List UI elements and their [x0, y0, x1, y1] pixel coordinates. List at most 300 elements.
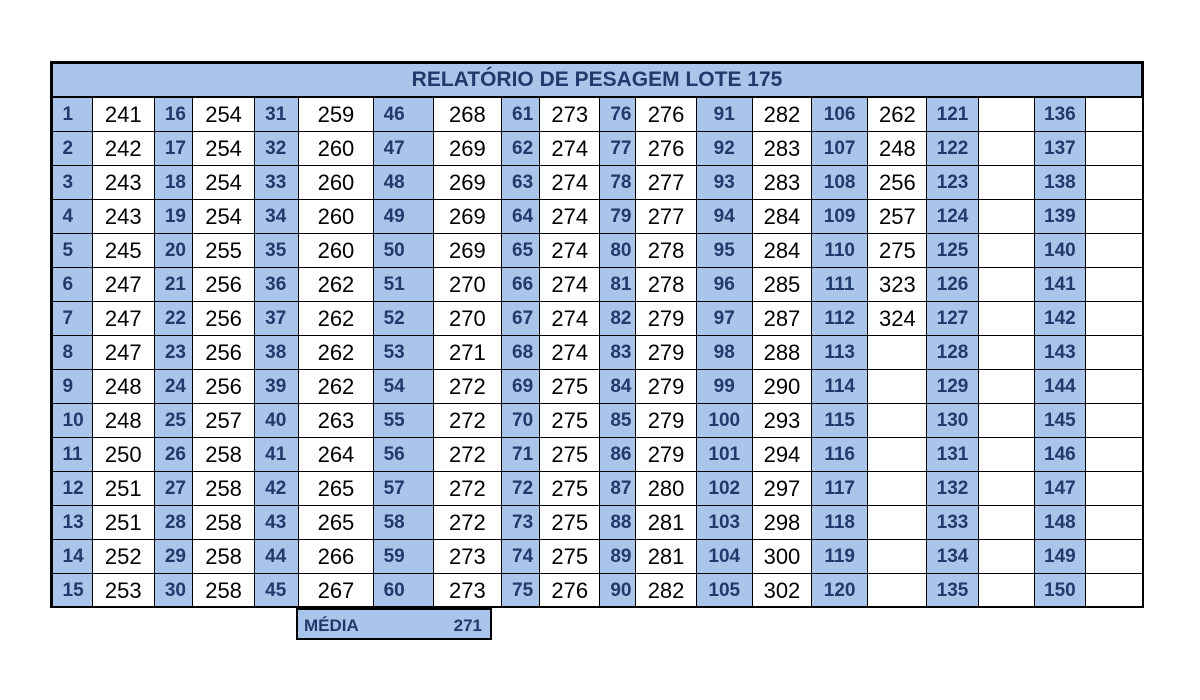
weight-cell: 265: [299, 506, 373, 540]
weight-cell: 254: [192, 166, 254, 200]
animal-number-cell: 58: [373, 506, 433, 540]
animal-number-cell: 28: [154, 506, 192, 540]
animal-number-cell: 111: [812, 268, 868, 302]
weighing-table: [51, 62, 1143, 608]
animal-number-cell: 14: [52, 540, 92, 574]
weight-cell: 279: [636, 302, 696, 336]
animal-number-cell: 93: [696, 166, 752, 200]
animal-number-cell: 34: [255, 200, 299, 234]
weight-cell: 274: [540, 336, 600, 370]
weight-cell: 276: [540, 574, 600, 608]
weight-cell: 243: [92, 166, 154, 200]
animal-number-cell: 146: [1034, 438, 1085, 472]
animal-number-cell: 48: [373, 166, 433, 200]
weight-cell: 269: [433, 132, 501, 166]
animal-number-cell: 106: [812, 97, 868, 132]
animal-number-cell: 44: [255, 540, 299, 574]
weight-cell: 262: [868, 97, 927, 132]
weight-cell: 275: [540, 540, 600, 574]
weight-cell: [978, 302, 1034, 336]
animal-number-cell: 98: [696, 336, 752, 370]
weight-cell: 252: [92, 540, 154, 574]
animal-number-cell: 32: [255, 132, 299, 166]
animal-number-cell: 21: [154, 268, 192, 302]
weight-cell: 281: [636, 540, 696, 574]
average-value: 271: [453, 616, 482, 635]
weight-cell: 300: [752, 540, 811, 574]
weight-cell: [978, 336, 1034, 370]
weight-cell: [1085, 540, 1142, 574]
weight-cell: 256: [868, 166, 927, 200]
weight-cell: 275: [540, 404, 600, 438]
weight-cell: 262: [299, 268, 373, 302]
weight-cell: [1085, 574, 1142, 608]
weight-cell: 258: [192, 472, 254, 506]
animal-number-cell: 133: [927, 506, 978, 540]
weight-cell: 256: [192, 370, 254, 404]
weight-cell: 269: [433, 200, 501, 234]
weight-cell: [868, 472, 927, 506]
weight-cell: 262: [299, 370, 373, 404]
animal-number-cell: 97: [696, 302, 752, 336]
animal-number-cell: 101: [696, 438, 752, 472]
animal-number-cell: 52: [373, 302, 433, 336]
table-row: [52, 200, 1142, 234]
weight-cell: 275: [540, 438, 600, 472]
table-row: [52, 370, 1142, 404]
weight-cell: [1085, 234, 1142, 268]
weight-cell: 265: [299, 472, 373, 506]
weight-cell: 285: [752, 268, 811, 302]
weight-cell: 258: [192, 574, 254, 608]
weight-cell: 272: [433, 404, 501, 438]
weight-cell: [868, 540, 927, 574]
weight-cell: 294: [752, 438, 811, 472]
weight-cell: [978, 506, 1034, 540]
animal-number-cell: 112: [812, 302, 868, 336]
weight-cell: 254: [192, 132, 254, 166]
animal-number-cell: 7: [52, 302, 92, 336]
animal-number-cell: 20: [154, 234, 192, 268]
weight-cell: 268: [433, 97, 501, 132]
animal-number-cell: 76: [600, 97, 636, 132]
animal-number-cell: 68: [502, 336, 540, 370]
weight-cell: 279: [636, 336, 696, 370]
animal-number-cell: 99: [696, 370, 752, 404]
weight-cell: 284: [752, 200, 811, 234]
table-row: [52, 336, 1142, 370]
weight-cell: 288: [752, 336, 811, 370]
weight-cell: 284: [752, 234, 811, 268]
average-box: [296, 608, 492, 640]
animal-number-cell: 45: [255, 574, 299, 608]
weight-cell: 250: [92, 438, 154, 472]
weight-cell: 267: [299, 574, 373, 608]
animal-number-cell: 122: [927, 132, 978, 166]
weight-cell: 251: [92, 506, 154, 540]
animal-number-cell: 138: [1034, 166, 1085, 200]
weight-cell: 297: [752, 472, 811, 506]
weight-cell: 274: [540, 234, 600, 268]
weight-cell: 260: [299, 234, 373, 268]
animal-number-cell: 80: [600, 234, 636, 268]
animal-number-cell: 95: [696, 234, 752, 268]
weight-cell: [978, 200, 1034, 234]
animal-number-cell: 147: [1034, 472, 1085, 506]
table-row: [52, 438, 1142, 472]
weight-cell: 247: [92, 336, 154, 370]
animal-number-cell: 114: [812, 370, 868, 404]
weight-cell: [978, 540, 1034, 574]
animal-number-cell: 65: [502, 234, 540, 268]
weight-cell: [978, 438, 1034, 472]
animal-number-cell: 115: [812, 404, 868, 438]
weight-cell: [978, 132, 1034, 166]
animal-number-cell: 49: [373, 200, 433, 234]
weight-cell: [978, 472, 1034, 506]
animal-number-cell: 29: [154, 540, 192, 574]
weight-cell: 258: [192, 540, 254, 574]
weight-cell: [978, 574, 1034, 608]
weight-cell: 247: [92, 302, 154, 336]
weight-cell: 270: [433, 302, 501, 336]
weight-cell: 274: [540, 200, 600, 234]
weight-cell: 243: [92, 200, 154, 234]
animal-number-cell: 79: [600, 200, 636, 234]
weight-cell: 323: [868, 268, 927, 302]
animal-number-cell: 69: [502, 370, 540, 404]
animal-number-cell: 81: [600, 268, 636, 302]
weight-cell: 258: [192, 506, 254, 540]
animal-number-cell: 5: [52, 234, 92, 268]
animal-number-cell: 132: [927, 472, 978, 506]
animal-number-cell: 64: [502, 200, 540, 234]
animal-number-cell: 38: [255, 336, 299, 370]
animal-number-cell: 149: [1034, 540, 1085, 574]
weight-cell: [1085, 166, 1142, 200]
animal-number-cell: 109: [812, 200, 868, 234]
animal-number-cell: 56: [373, 438, 433, 472]
animal-number-cell: 72: [502, 472, 540, 506]
animal-number-cell: 33: [255, 166, 299, 200]
weight-cell: 273: [433, 574, 501, 608]
weight-cell: 324: [868, 302, 927, 336]
weight-cell: 275: [540, 370, 600, 404]
animal-number-cell: 23: [154, 336, 192, 370]
table-row: [52, 302, 1142, 336]
animal-number-cell: 31: [255, 97, 299, 132]
weight-cell: [1085, 438, 1142, 472]
weight-cell: 274: [540, 268, 600, 302]
weight-cell: [868, 574, 927, 608]
weight-cell: [1085, 404, 1142, 438]
weight-cell: 260: [299, 166, 373, 200]
weight-cell: 273: [433, 540, 501, 574]
weight-cell: 273: [540, 97, 600, 132]
animal-number-cell: 143: [1034, 336, 1085, 370]
animal-number-cell: 107: [812, 132, 868, 166]
weighing-report-sheet: [51, 62, 1143, 608]
report-title: RELATÓRIO DE PESAGEM LOTE 175: [52, 63, 1142, 97]
weight-cell: 256: [192, 302, 254, 336]
weight-cell: 260: [299, 200, 373, 234]
animal-number-cell: 105: [696, 574, 752, 608]
animal-number-cell: 3: [52, 166, 92, 200]
animal-number-cell: 27: [154, 472, 192, 506]
animal-number-cell: 86: [600, 438, 636, 472]
weight-cell: 274: [540, 166, 600, 200]
animal-number-cell: 71: [502, 438, 540, 472]
animal-number-cell: 131: [927, 438, 978, 472]
weight-cell: 272: [433, 370, 501, 404]
animal-number-cell: 43: [255, 506, 299, 540]
animal-number-cell: 85: [600, 404, 636, 438]
table-row: [52, 472, 1142, 506]
animal-number-cell: 62: [502, 132, 540, 166]
animal-number-cell: 57: [373, 472, 433, 506]
weight-cell: 277: [636, 200, 696, 234]
weight-cell: 251: [92, 472, 154, 506]
weight-cell: 266: [299, 540, 373, 574]
weight-cell: 254: [192, 97, 254, 132]
table-row: [52, 132, 1142, 166]
animal-number-cell: 113: [812, 336, 868, 370]
weight-cell: 253: [92, 574, 154, 608]
weight-cell: 281: [636, 506, 696, 540]
animal-number-cell: 13: [52, 506, 92, 540]
animal-number-cell: 123: [927, 166, 978, 200]
animal-number-cell: 1: [52, 97, 92, 132]
weight-cell: 256: [192, 268, 254, 302]
animal-number-cell: 124: [927, 200, 978, 234]
weight-cell: 257: [868, 200, 927, 234]
animal-number-cell: 6: [52, 268, 92, 302]
animal-number-cell: 145: [1034, 404, 1085, 438]
table-row: [52, 268, 1142, 302]
weight-cell: [1085, 472, 1142, 506]
animal-number-cell: 75: [502, 574, 540, 608]
weight-cell: 245: [92, 234, 154, 268]
animal-number-cell: 17: [154, 132, 192, 166]
animal-number-cell: 18: [154, 166, 192, 200]
average-label: MÉDIA: [304, 616, 359, 635]
animal-number-cell: 150: [1034, 574, 1085, 608]
animal-number-cell: 39: [255, 370, 299, 404]
weight-cell: 280: [636, 472, 696, 506]
animal-number-cell: 12: [52, 472, 92, 506]
weight-cell: 282: [636, 574, 696, 608]
weight-cell: 269: [433, 234, 501, 268]
animal-number-cell: 19: [154, 200, 192, 234]
weight-cell: [868, 404, 927, 438]
weight-cell: 274: [540, 302, 600, 336]
weight-cell: [868, 506, 927, 540]
weight-cell: [1085, 97, 1142, 132]
weight-cell: 302: [752, 574, 811, 608]
animal-number-cell: 55: [373, 404, 433, 438]
animal-number-cell: 137: [1034, 132, 1085, 166]
weight-cell: 247: [92, 268, 154, 302]
animal-number-cell: 108: [812, 166, 868, 200]
animal-number-cell: 35: [255, 234, 299, 268]
animal-number-cell: 47: [373, 132, 433, 166]
animal-number-cell: 37: [255, 302, 299, 336]
weight-cell: 290: [752, 370, 811, 404]
animal-number-cell: 128: [927, 336, 978, 370]
weight-cell: 282: [752, 97, 811, 132]
animal-number-cell: 9: [52, 370, 92, 404]
animal-number-cell: 148: [1034, 506, 1085, 540]
weight-cell: 275: [540, 472, 600, 506]
weight-cell: 241: [92, 97, 154, 132]
animal-number-cell: 103: [696, 506, 752, 540]
weight-cell: 277: [636, 166, 696, 200]
animal-number-cell: 73: [502, 506, 540, 540]
weight-cell: [1085, 336, 1142, 370]
weight-cell: 287: [752, 302, 811, 336]
animal-number-cell: 77: [600, 132, 636, 166]
weight-cell: 271: [433, 336, 501, 370]
animal-number-cell: 24: [154, 370, 192, 404]
animal-number-cell: 66: [502, 268, 540, 302]
animal-number-cell: 83: [600, 336, 636, 370]
animal-number-cell: 50: [373, 234, 433, 268]
weight-cell: 257: [192, 404, 254, 438]
weight-cell: 259: [299, 97, 373, 132]
weight-cell: 278: [636, 234, 696, 268]
weight-cell: 263: [299, 404, 373, 438]
animal-number-cell: 84: [600, 370, 636, 404]
weight-cell: [868, 438, 927, 472]
weight-cell: 275: [540, 506, 600, 540]
animal-number-cell: 60: [373, 574, 433, 608]
weight-cell: 279: [636, 370, 696, 404]
weight-cell: [868, 336, 927, 370]
animal-number-cell: 82: [600, 302, 636, 336]
weight-cell: [978, 370, 1034, 404]
animal-number-cell: 88: [600, 506, 636, 540]
animal-number-cell: 92: [696, 132, 752, 166]
animal-number-cell: 87: [600, 472, 636, 506]
animal-number-cell: 63: [502, 166, 540, 200]
weight-cell: 276: [636, 97, 696, 132]
animal-number-cell: 135: [927, 574, 978, 608]
weight-cell: 255: [192, 234, 254, 268]
animal-number-cell: 26: [154, 438, 192, 472]
animal-number-cell: 22: [154, 302, 192, 336]
table-row: [52, 574, 1142, 608]
weight-cell: 283: [752, 132, 811, 166]
weight-cell: 242: [92, 132, 154, 166]
animal-number-cell: 134: [927, 540, 978, 574]
weight-cell: 262: [299, 302, 373, 336]
weight-cell: 278: [636, 268, 696, 302]
table-row: [52, 506, 1142, 540]
weight-cell: [868, 370, 927, 404]
animal-number-cell: 91: [696, 97, 752, 132]
animal-number-cell: 140: [1034, 234, 1085, 268]
animal-number-cell: 136: [1034, 97, 1085, 132]
animal-number-cell: 141: [1034, 268, 1085, 302]
table-row: [52, 234, 1142, 268]
weight-cell: 272: [433, 506, 501, 540]
animal-number-cell: 104: [696, 540, 752, 574]
animal-number-cell: 59: [373, 540, 433, 574]
animal-number-cell: 67: [502, 302, 540, 336]
weight-cell: 264: [299, 438, 373, 472]
weight-cell: 279: [636, 438, 696, 472]
weight-cell: 270: [433, 268, 501, 302]
weight-cell: 272: [433, 472, 501, 506]
animal-number-cell: 25: [154, 404, 192, 438]
animal-number-cell: 118: [812, 506, 868, 540]
animal-number-cell: 120: [812, 574, 868, 608]
weight-cell: [1085, 200, 1142, 234]
weight-cell: 298: [752, 506, 811, 540]
animal-number-cell: 30: [154, 574, 192, 608]
weight-cell: [978, 234, 1034, 268]
table-row: [52, 97, 1142, 132]
weight-cell: 279: [636, 404, 696, 438]
weight-cell: 283: [752, 166, 811, 200]
weight-cell: 276: [636, 132, 696, 166]
animal-number-cell: 102: [696, 472, 752, 506]
weight-cell: [1085, 268, 1142, 302]
animal-number-cell: 110: [812, 234, 868, 268]
animal-number-cell: 127: [927, 302, 978, 336]
animal-number-cell: 125: [927, 234, 978, 268]
animal-number-cell: 78: [600, 166, 636, 200]
animal-number-cell: 90: [600, 574, 636, 608]
weight-cell: 260: [299, 132, 373, 166]
animal-number-cell: 74: [502, 540, 540, 574]
animal-number-cell: 116: [812, 438, 868, 472]
animal-number-cell: 121: [927, 97, 978, 132]
animal-number-cell: 130: [927, 404, 978, 438]
animal-number-cell: 117: [812, 472, 868, 506]
weight-cell: 275: [868, 234, 927, 268]
weight-cell: 248: [868, 132, 927, 166]
animal-number-cell: 129: [927, 370, 978, 404]
weight-cell: 272: [433, 438, 501, 472]
weight-cell: 254: [192, 200, 254, 234]
animal-number-cell: 36: [255, 268, 299, 302]
animal-number-cell: 94: [696, 200, 752, 234]
animal-number-cell: 8: [52, 336, 92, 370]
weight-cell: [978, 97, 1034, 132]
animal-number-cell: 40: [255, 404, 299, 438]
weight-cell: [1085, 506, 1142, 540]
animal-number-cell: 54: [373, 370, 433, 404]
table-row: [52, 166, 1142, 200]
animal-number-cell: 142: [1034, 302, 1085, 336]
weight-cell: 256: [192, 336, 254, 370]
animal-number-cell: 144: [1034, 370, 1085, 404]
animal-number-cell: 15: [52, 574, 92, 608]
animal-number-cell: 41: [255, 438, 299, 472]
animal-number-cell: 10: [52, 404, 92, 438]
table-row: [52, 540, 1142, 574]
animal-number-cell: 53: [373, 336, 433, 370]
weight-cell: 262: [299, 336, 373, 370]
weight-cell: [1085, 370, 1142, 404]
weight-cell: [978, 166, 1034, 200]
animal-number-cell: 100: [696, 404, 752, 438]
weight-cell: [978, 268, 1034, 302]
animal-number-cell: 16: [154, 97, 192, 132]
animal-number-cell: 119: [812, 540, 868, 574]
weight-cell: [1085, 132, 1142, 166]
